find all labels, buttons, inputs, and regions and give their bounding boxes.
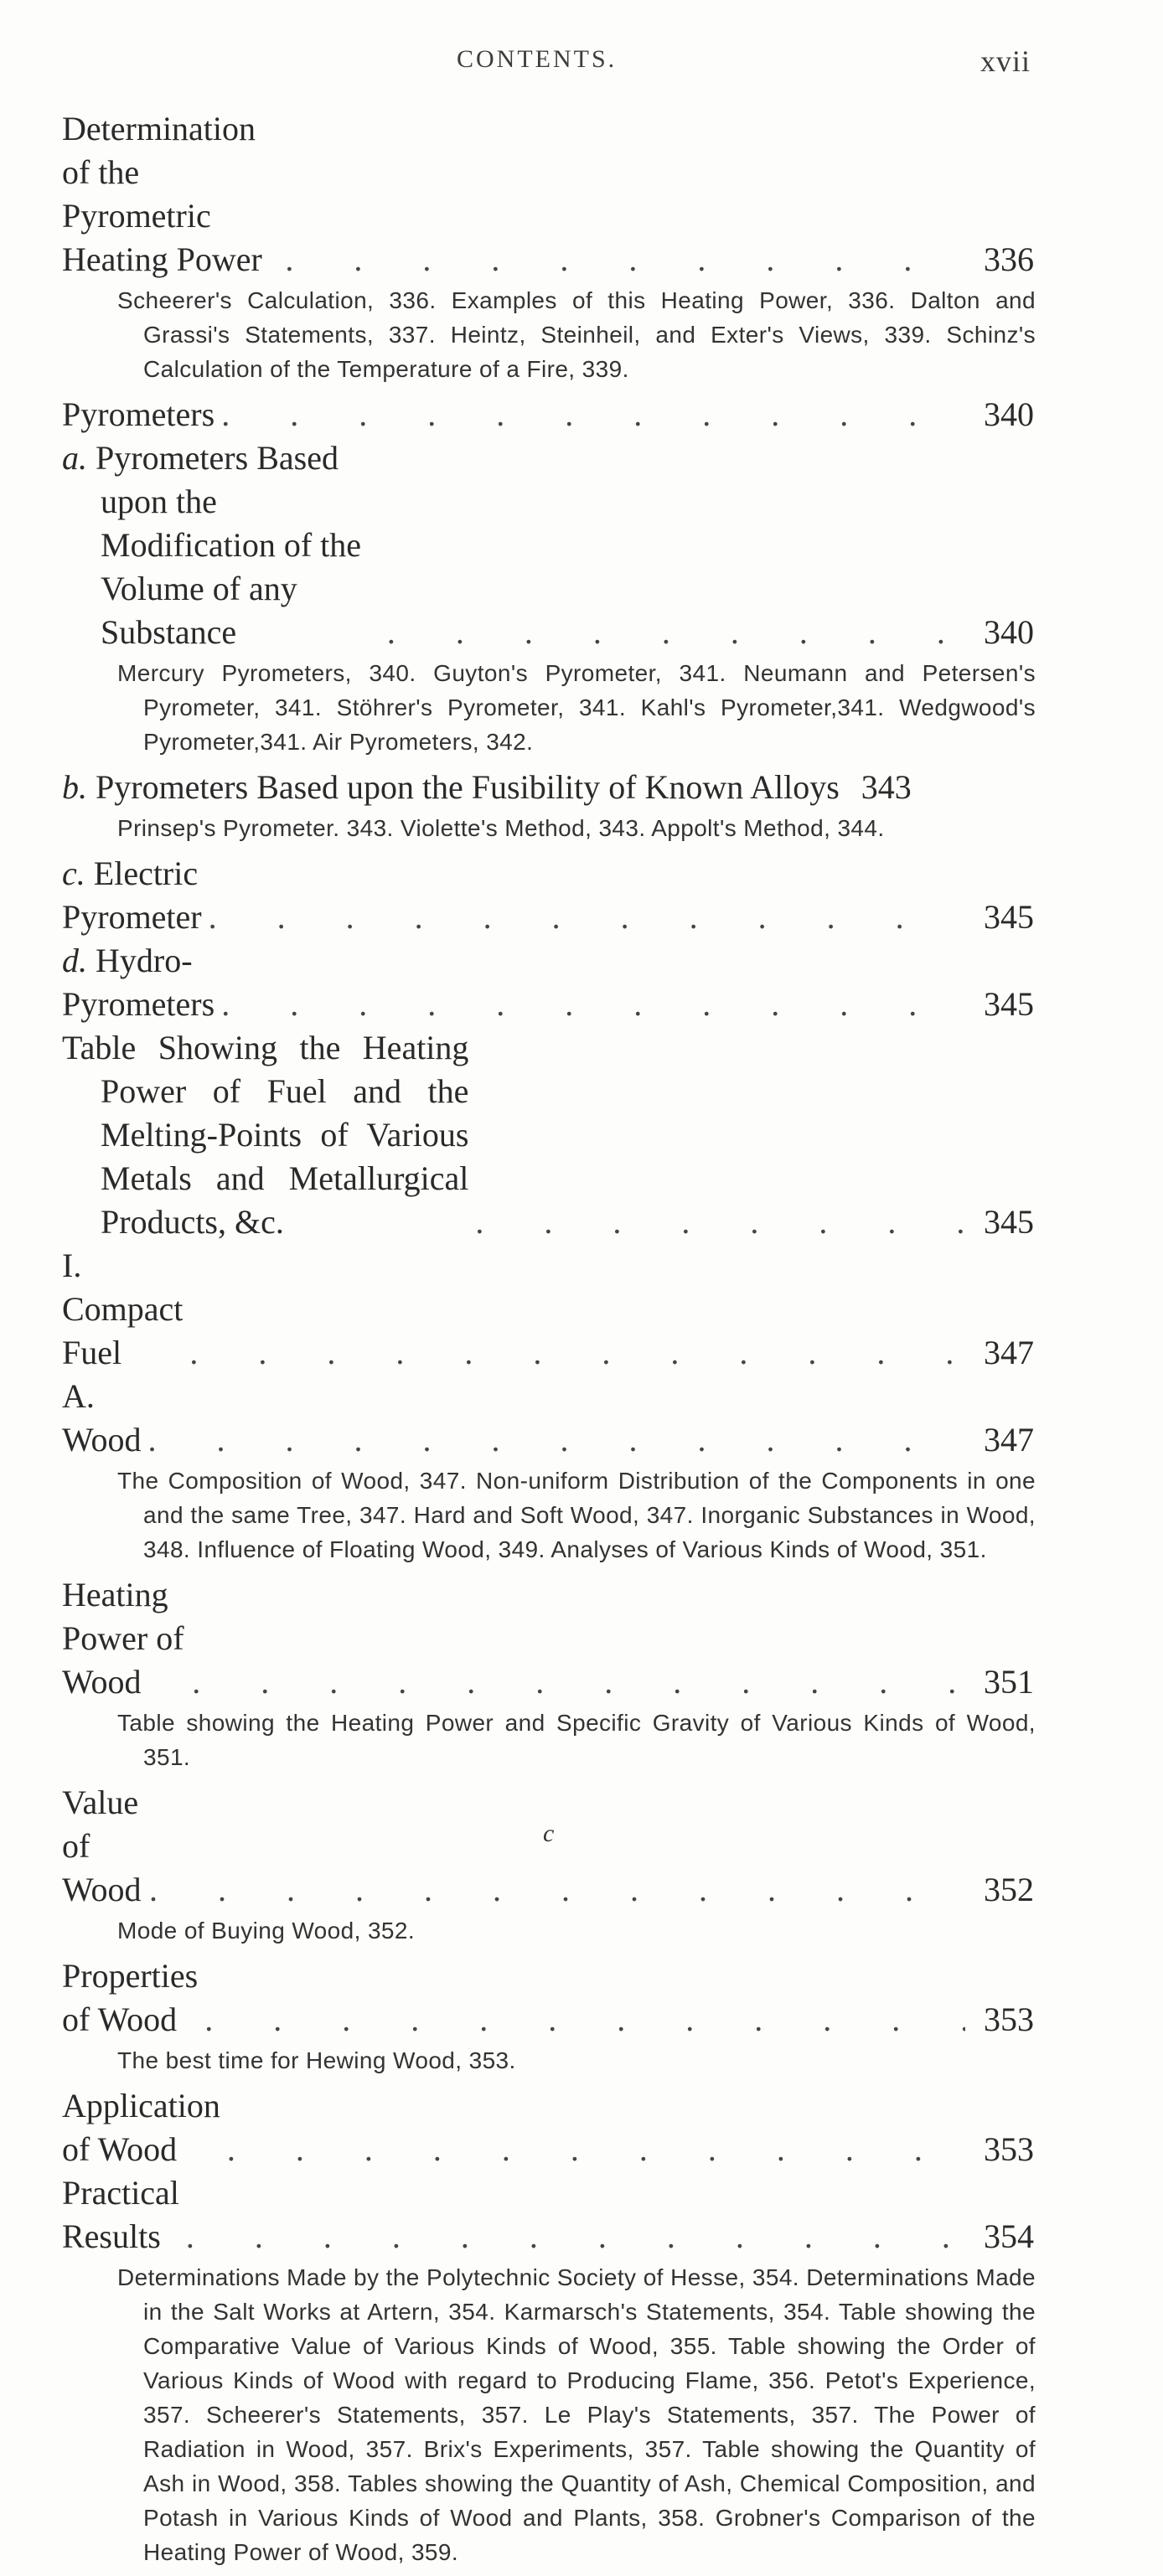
toc-entry-page: 347 (984, 1421, 1034, 1458)
dot-leader (475, 1200, 965, 1244)
toc-entry-subtopics: Table showing the Heating Power and Specific Gravity of Various Kinds of Wood, 351. (117, 1710, 1036, 1770)
toc-entry (62, 436, 1034, 759)
toc-entry (62, 939, 1034, 1026)
toc-entry (62, 766, 1034, 845)
toc-entry-title: Application of Wood (62, 2087, 220, 2168)
dot-leader (186, 2215, 965, 2259)
running-head (0, 45, 1163, 82)
toc-entry-title: I. Compact Fuel (62, 1247, 183, 1371)
toc-entry (62, 1954, 1034, 2078)
dot-leader (221, 983, 965, 1026)
toc-entry-title: Pyrometers Based upon the Fusibility of Known Alloys (96, 768, 840, 806)
toc-entry-page: 354 (984, 2217, 1034, 2255)
dot-leader (285, 238, 965, 281)
toc-entry-title: Determination of the Pyrometric Heating Power (62, 110, 262, 278)
toc-entry-subtopics: The best time for Hewing Wood, 353. (117, 2047, 516, 2073)
toc-entry-page: 343 (861, 768, 912, 806)
toc-entry-page: 353 (984, 2000, 1034, 2038)
toc-entry-subtopics: Mercury Pyrometers, 340. Guyton's Pyrometer, 341. Neumann and Petersen's Pyrometer, 341. Stöhrer's Pyrometer, 341. Kahl's Pyrometer,341. Wedgwood's Pyrometer,341. Air Pyrometers, 342. (117, 660, 1036, 755)
dot-leader (189, 1331, 965, 1375)
toc-entry-subtopics: Prinsep's Pyrometer. 343. Violette's Method, 343. Appolt's Method, 344. (117, 815, 885, 841)
toc-entry-title: Hydro-Pyrometers (62, 942, 215, 1023)
toc-entry-subtopics: The Composition of Wood, 347. Non-uniform Distribution of the Components in one and the same Tree, 347. Hard and Soft Wood, 347. Inorganic Substances in Wood, 348. Influence of Floating Wood, 349. Analyses of Various Kinds of Wood, 351. (117, 1468, 1036, 1562)
toc-entry (62, 2084, 1034, 2171)
toc-entry (62, 2171, 1034, 2569)
toc-entry-page: 340 (984, 613, 1034, 651)
toc-entry (62, 1573, 1034, 1774)
toc-entry-page: 345 (984, 985, 1034, 1023)
toc-entry-title: Practical Results (62, 2174, 179, 2255)
dot-leader (204, 1998, 965, 2042)
toc-entry-heading (62, 939, 215, 1026)
toc-entry (62, 852, 1034, 939)
toc-entry (62, 1375, 1034, 1567)
toc-entry (62, 1026, 1034, 1244)
toc-entry-title: Heating Power of Wood (62, 1576, 184, 1701)
toc-entry-page: 345 (984, 898, 1034, 936)
toc-entry-title: Electric Pyrometer (62, 854, 202, 936)
toc-entry (62, 1244, 1034, 1375)
running-title: CONTENTS. (457, 45, 618, 73)
dot-leader (209, 896, 965, 939)
toc-entry (62, 393, 1034, 436)
dot-leader (387, 611, 965, 654)
toc-entry-title: Value of Wood (62, 1784, 142, 1908)
toc-entry-page: 336 (984, 240, 1034, 278)
toc-entry (62, 1781, 1034, 1948)
dot-leader (149, 1868, 965, 1912)
toc-entry-letter: a. (62, 439, 87, 477)
toc-entry-page: 347 (984, 1334, 1034, 1371)
toc-entry-page: 345 (984, 1203, 1034, 1241)
dot-leader (227, 2128, 965, 2171)
toc-entry-title: Pyrometers Based upon the Modification of the Volume of any Substance (96, 439, 362, 651)
toc-entry-title: A. Wood (62, 1377, 142, 1458)
toc-entry-subtopics: Scheerer's Calculation, 336. Examples of this Heating Power, 336. Dalton and Grassi's Statements, 337. Heintz, Steinheil, and Exter's Views, 339. Schinz's Calculation of the Temperature of a Fire, 339. (117, 287, 1036, 382)
toc-entry-letter: c. (62, 854, 85, 892)
toc-entry-title: Pyrometers (62, 395, 215, 433)
signature-mark: c (543, 1820, 555, 1847)
toc-entry-title: Table Showing the Heating Power of Fuel and the Melting-Points of Various Metals and Metallurgical Products, &c. (62, 1029, 469, 1241)
toc-entry (62, 107, 1034, 386)
toc-entry-page: 340 (984, 395, 1034, 433)
toc-entry-page: 353 (984, 2130, 1034, 2168)
dot-leader (192, 1660, 965, 1704)
toc-entry-heading (62, 766, 840, 809)
toc-entry-page: 351 (984, 1663, 1034, 1701)
toc-entry-letter: b. (62, 768, 87, 806)
table-of-contents (62, 107, 1034, 2576)
dot-leader (221, 393, 965, 436)
page-number: xvii (980, 44, 1031, 78)
toc-entry-heading (62, 436, 380, 654)
dot-leader (148, 1418, 965, 1462)
toc-entry-title: Properties of Wood (62, 1957, 199, 2038)
toc-entry-page: 352 (984, 1871, 1034, 1908)
toc-entry-letter: d. (62, 942, 87, 979)
toc-entry-heading (62, 852, 202, 939)
toc-entry-subtopics: Mode of Buying Wood, 352. (117, 1918, 416, 1944)
toc-entry-subtopics: Determinations Made by the Polytechnic Society of Hesse, 354. Determinations Made in the Salt Works at Artern, 354. Karmarsch's Statements, 354. Table showing the Comparative Value of Various Kinds of Wood, 355. Table showing the Order of Various Kinds of Wood with regard to Producing Flame, 356. Petot's Experience, 357. Scheerer's Statements, 357. Le Play's Statements, 357. The Power of Radiation in Wood, 357. Brix's Experiments, 357. Table showing the Quantity of Ash in Wood, 358. Tables showing the Quantity of Ash, Chemical Composition, and Potash in Various Kinds of Wood and Plants, 358. Grobner's Comparison of the Heating Power of Wood, 359. (117, 2264, 1036, 2565)
